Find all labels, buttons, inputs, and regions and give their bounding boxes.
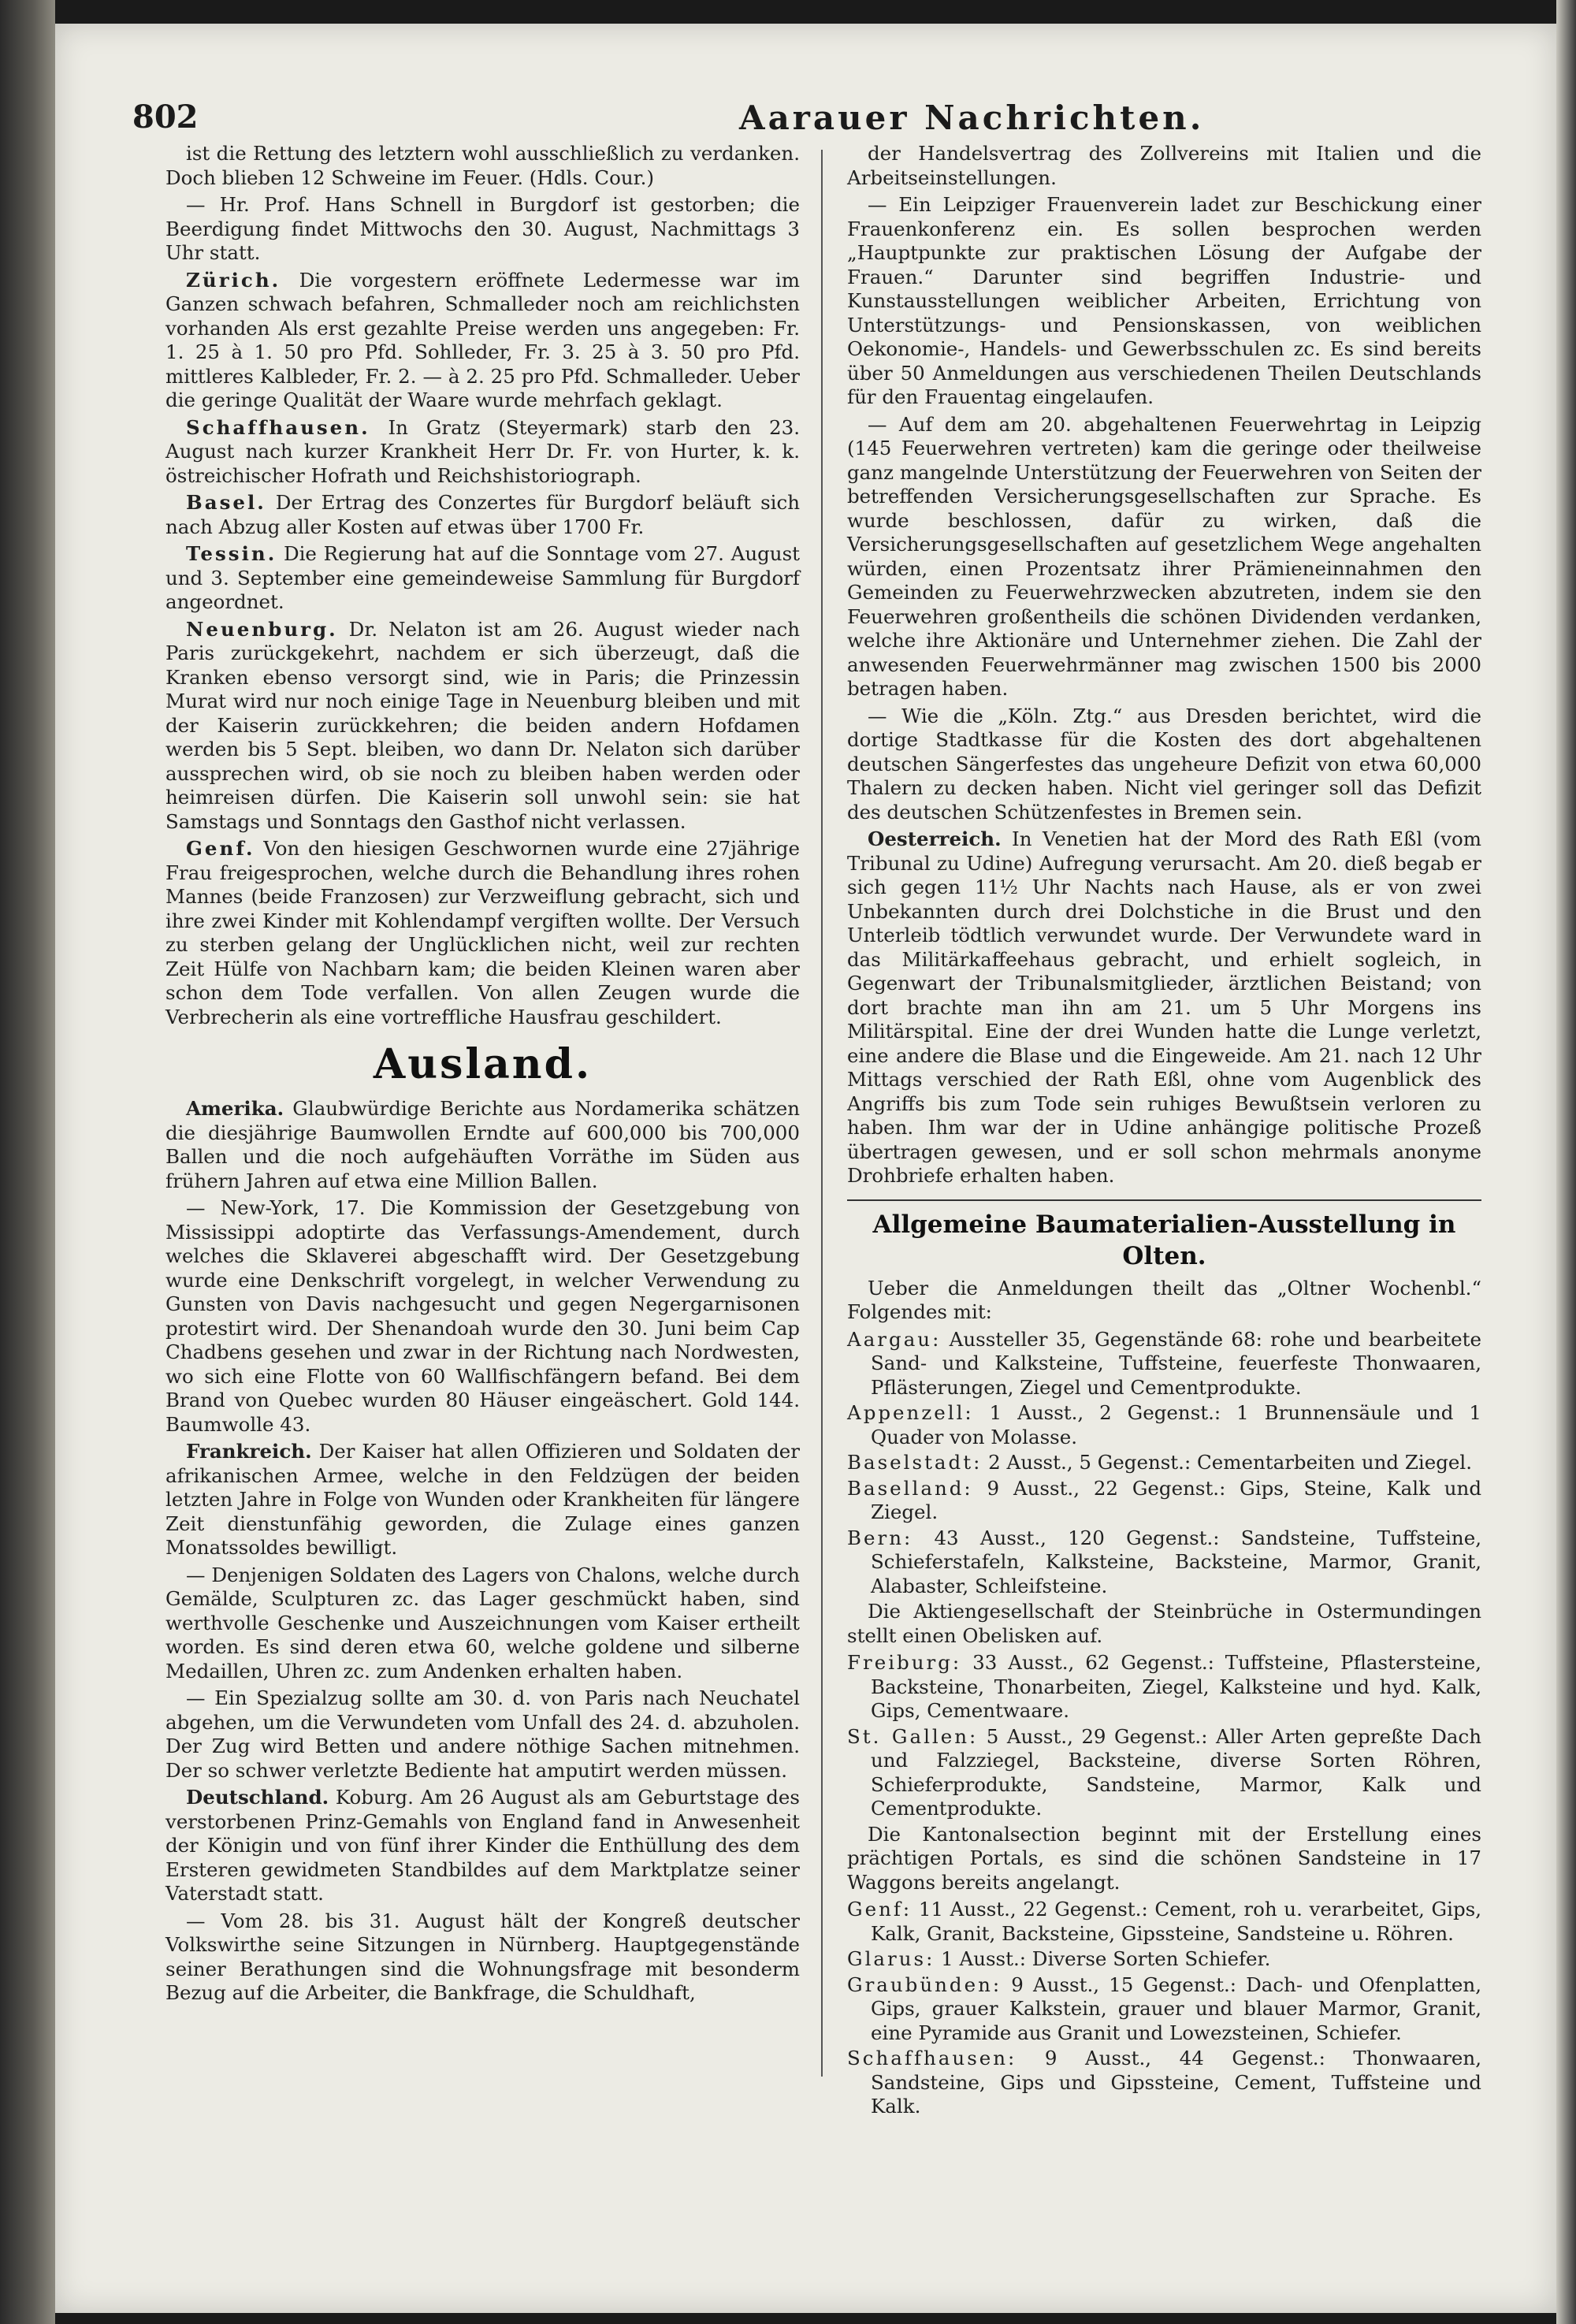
exhibition-entry: Genf: 11 Ausst., 22 Gegenst.: Cement, roh u. verarbeitet, Gips, Kalk, Granit, Backsteine, Gipssteine, Sandsteine u. Röhren.: [847, 1898, 1482, 1945]
exhibition-entry: St. Gallen: 5 Ausst., 29 Gegenst.: Aller Arten gepreßte Dach und Falzziegel, Backsteine, diverse Sorten Röhren, Schieferprodukte, Sandsteine, Marmor, Kalk und Cementprodukte.: [847, 1724, 1482, 1820]
article-paragraph: Schaffhausen. In Gratz (Steyermark) starb den 23. August nach kurzer Krankheit Herr Dr. Fr. von Hurter, k. k. östreichischer Hofrath und Reichshistoriograph.: [165, 415, 800, 487]
book-binding: [0, 0, 55, 2324]
article-paragraph: — Vom 28. bis 31. August hält der Kongreß deutscher Volkswirthe seine Sitzungen in Nürnberg. Hauptgegenstände seiner Berathungen sind die Wohnungsfrage mit besonderm Bezug auf die Arbeiter, die Bankfrage, die Schuldhaft,: [165, 1909, 800, 2004]
article-paragraph: Genf. Von den hiesigen Geschwornen wurde eine 27jährige Frau freigesprochen, welche durch die Behandlung ihres rohen Mannes (beide Franzosen) zur Verzweiflung gebracht, sich und ihre zwei Kinder mit Kohlendampf vergiften wollte. Der Versuch zu sterben gelang der Unglücklichen nicht, weil zur rechten Zeit Hülfe von Nachbarn kam; die beiden Kleinen waren aber schon dem Tode verfallen. Von allen Zeugen wurde die Verbrecherin als eine vortreffliche Hausfrau geschildert.: [165, 837, 800, 1028]
article-paragraph: Neuenburg. Dr. Nelaton ist am 26. August wieder nach Paris zurückgekehrt, nachdem er sich überzeugt, daß die Kranken ebenso versorgt sind, wie in Paris; die Prinzessin Murat wird nur noch einige Tage in Neuenburg bleiben und mit der Kaiserin zurückkehren; die beiden andern Hofdamen werden bis 5 Sept. bleiben, wo dann Dr. Nelaton sich darüber aussprechen wird, ob sie noch zu bleiben haben werden oder heimreisen dürfen. Die Kaiserin soll unwohl sein: sie hat Samstags und Sonntags den Gasthof nicht verlassen.: [165, 617, 800, 833]
article-paragraph: — Ein Leipziger Frauenverein ladet zur Beschickung einer Frauenkonferenz ein. Es sollen besprochen werden „Hauptpunkte zur praktischen Lösung der Aufgabe der Frauen.“ Darunter sind begriffen Industrie- und Kunstausstellungen weiblicher Arbeiten, Errichtung von Unterstützungs- und Pensionskassen, von weiblichen Oekonomie-, Handels- und Gewerbsschulen zc. Es sind bereits über 50 Anmeldungen aus verschiedenen Theilen Deutschlands für den Frauentag eingelaufen.: [847, 193, 1481, 408]
article-paragraph: Zürich. Die vorgestern eröffnete Ledermesse war im Ganzen schwach befahren, Schmalleder noch am reichlichsten vorhanden Als erst gezahlte Preise werden uns angegeben: Fr. 1. 25 à 1. 50 pro Pfd. Sohlleder, Fr. 3. 25 à 3. 50 pro Pfd. mittleres Kalbleder, Fr. 2. — à 2. 25 pro Pfd. Schmalleder. Ueber die geringe Qualität der Waare wurde mehrfach geklagt.: [165, 268, 800, 411]
article-paragraph: ist die Rettung des letztern wohl ausschließlich zu verdanken. Doch blieben 12 Schweine im Feuer. (Hdls. Cour.): [165, 142, 800, 189]
left-column: [165, 142, 800, 2009]
exhibition-note: Die Kantonalsection beginnt mit der Erstellung eines prächtigen Portals, es sind die schönen Sandsteine in 17 Waggons bereits angelangt.: [847, 1822, 1481, 1894]
right-column: [847, 142, 1481, 2121]
article-paragraph: — New-York, 17. Die Kommission der Gesetzgebung von Mississippi adoptirte das Verfassungs-Amendement, durch welches die Sklaverei abgeschafft wird. Der Gesetzgebung wurde eine Denkschrift vorgelegt, in welcher Verwendung zu Gunsten von Davis nachgesucht und gegen Negergarnisonen protestirt wird. Der Shenandoah wurde den 30. Juni beim Cap Chadbens gesehen und zwar in der Richtung nach Nordwesten, wo sich eine Flotte von 60 Wallfischfängern befand. Bei dem Brand von Quebec wurden 80 Häuser eingeäschert. Gold 144. Baumwolle 43.: [165, 1196, 800, 1436]
column-divider: [821, 150, 823, 2077]
article-paragraph: Frankreich. Der Kaiser hat allen Offizieren und Soldaten der afrikanischen Armee, welche in den Feldzügen der beiden letzten Jahre in Folge von Wunden oder Krankheiten für längere Zeit dienstunfähig geworden, die Zulage eines ganzen Monatssoldes bewilligt.: [165, 1440, 800, 1559]
article-paragraph: — Auf dem am 20. abgehaltenen Feuerwehrtag in Leipzig (145 Feuerwehren vertreten) kam die geringe oder theilweise ganz mangelnde Unterstützung der Feuerwehren von Seiten der betreffenden Versicherungsgesellschaften zur Sprache. Es wurde beschlossen, dafür zu wirken, daß die Versicherungsgesellschaften auf gesetzlichem Wege angehalten würden, einen Prozentsatz ihrer Prämieneinnahmen den Gemeinden zu Feuerwehrzwecken abzutreten, indem sie den Feuerwehren großentheils die schönen Dividenden verdanken, welche ihre Aktionäre und Unternehmer ziehen. Die Zahl der anwesenden Feuerwehrmänner mag zwischen 1500 bis 2000 betragen haben.: [847, 412, 1481, 700]
exhibition-entry: Aargau: Aussteller 35, Gegenstände 68: rohe und bearbeitete Sand- und Kalksteine, Tuffsteine, feuerfeste Thonwaaren, Pflästerungen, Ziegel und Cementprodukte.: [847, 1327, 1481, 1399]
exhibition-entry: Graubünden: 9 Ausst., 15 Gegenst.: Dach- und Ofenplatten, Gips, grauer Kalkstein, grauer und blauer Marmor, Granit, eine Pyramide aus Granit und Lowezsteinen, Schiefer.: [847, 1973, 1481, 2044]
exhibition-entry: Glarus: 1 Ausst.: Diverse Sorten Schiefer.: [847, 1947, 1271, 1970]
page-number: 802: [132, 99, 199, 136]
section-heading-ausland: Ausland.: [373, 1040, 593, 1088]
exhibition-entry: Freiburg: 33 Ausst., 62 Gegenst.: Tuffsteine, Pflastersteine, Backsteine, Thonarbeiten, Ziegel, Kalksteine und hyd. Kalk, Gips, Cementwaare.: [847, 1651, 1481, 1722]
article-paragraph: — Denjenigen Soldaten des Lagers von Chalons, welche durch Gemälde, Sculpturen zc. das Lager geschmückt haben, sind werthvolle Geschenke und Auszeichnungen vom Kaiser ertheilt worden. Es sind deren etwa 60, welche goldene und silberne Medaillen, Uhren zc. zum Andenken erhalten haben.: [165, 1563, 800, 1683]
article-paragraph: Tessin. Die Regierung hat auf die Sonntage vom 27. August und 3. September eine gemeindeweise Sammlung für Burgdorf angeordnet.: [165, 542, 800, 613]
article-paragraph: — Hr. Prof. Hans Schnell in Burgdorf ist gestorben; die Beerdigung findet Mittwochs den 30. August, Nachmittags 3 Uhr statt.: [165, 193, 800, 264]
exhibition-entry: Baselland: 9 Ausst., 22 Gegenst.: Gips, Steine, Kalk und Ziegel.: [847, 1476, 1481, 1523]
article-paragraph: — Wie die „Köln. Ztg.“ aus Dresden berichtet, wird die dortige Stadtkasse für die Kosten des dort abgehaltenen deutschen Sängerfestes das ungeheure Defizit von etwa 60,000 Thalern zu decken haben. Nicht viel geringer soll das Defizit des deutschen Schützenfestes in Bremen sein.: [847, 704, 1481, 824]
page-edge: [1556, 0, 1576, 2324]
exhibition-heading: Allgemeine Baumaterialien-Ausstellung in Olten.: [847, 1199, 1481, 1272]
article-paragraph: Basel. Der Ertrag des Conzertes für Burgdorf beläuft sich nach Abzug aller Kosten auf etwas über 1700 Fr.: [165, 491, 800, 538]
article-paragraph: Oesterreich. In Venetien hat der Mord des Rath Eßl (vom Tribunal zu Udine) Aufregung verursacht. Am 20. dieß begab er sich gegen 11½ Uhr Nachts nach Hause, als er von zwei Unbekannten durch drei Dolchstiche in die Brust und den Unterleib tödtlich verwundet wurde. Der Verwundete ward in das Militärkaffeehaus gebracht, und erhielt sogleich, in Gegenwart der Tribunalsmitglieder, ärztlichen Beistand; von dort brachte man ihn am 21. um 5 Uhr Morgens ins Militärspital. Eine der drei Wunden hatte die Lunge verletzt, eine andere die Blase und die Eingeweide. Am 21. nach 12 Uhr Mittags verschied der Rath Eßl, ohne vom Augenblick des Angriffs bis zum Tode sein ruhiges Bewußtsein verloren zu haben. Ihm war der in Udine anhängige politische Prozeß übertragen gewesen, und er soll schon mehrmals anonyme Drohbriefe erhalten haben.: [847, 827, 1481, 1187]
exhibition-entry: Baselstadt: 2 Ausst., 5 Gegenst.: Cementarbeiten und Ziegel.: [847, 1451, 1473, 1474]
exhibition-intro: Ueber die Anmeldungen theilt das „Oltner Wochenbl.“ Folgendes mit:: [847, 1276, 1481, 1323]
exhibition-entry: Schaffhausen: 9 Ausst., 44 Gegenst.: Thonwaaren, Sandsteine, Gips und Gipssteine, Cement, Tuffsteine und Kalk.: [847, 2047, 1481, 2118]
article-paragraph: der Handelsvertrag des Zollvereins mit Italien und die Arbeitseinstellungen.: [847, 142, 1481, 189]
article-paragraph: Amerika. Glaubwürdige Berichte aus Nordamerika schätzen die diesjährige Baumwollen Erndte auf 600,000 bis 700,000 Ballen und die noch aufgehäuften Vorräthe im Süden aus frühern Jahren auf etwa eine Million Ballen.: [165, 1097, 800, 1192]
exhibition-entry: Bern: 43 Ausst., 120 Gegenst.: Sandsteine, Tuffsteine, Schieferstafeln, Kalksteine, Backsteine, Marmor, Granit, Alabaster, Schleifsteine.: [847, 1526, 1481, 1597]
exhibition-entry: Appenzell: 1 Ausst., 2 Gegenst.: 1 Brunnensäule und 1 Quader von Molasse.: [847, 1401, 1481, 1448]
article-paragraph: — Ein Spezialzug sollte am 30. d. von Paris nach Neuchatel abgehen, um die Verwundeten vom Unfall des 24. d. abzuholen. Der Zug wird Betten und andere nöthige Sachen mitnehmen. Der so schwer verletzte Bediente hat amputirt werden müssen.: [165, 1686, 800, 1782]
newspaper-title: Aarauer Nachrichten.: [739, 99, 1205, 137]
exhibition-note: Die Aktiengesellschaft der Steinbrüche in Ostermundingen stellt einen Obelisken auf.: [847, 1600, 1481, 1647]
article-paragraph: Deutschland. Koburg. Am 26 August als am Geburtstage des verstorbenen Prinz-Gemahls von England fand in Anwesenheit der Königin und von fünf ihrer Kinder die Enthüllung des dem Ersteren gewidmeten Standbildes auf dem Marktplatze seiner Vaterstadt statt.: [165, 1786, 800, 1905]
